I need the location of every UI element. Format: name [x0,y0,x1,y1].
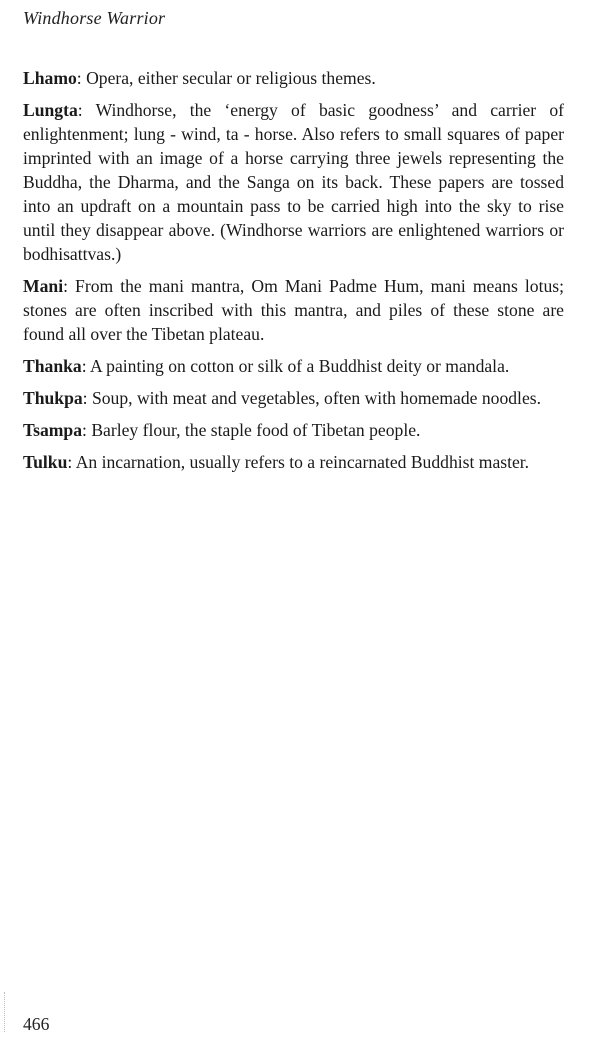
glossary-entry-thukpa: Thukpa: Soup, with meat and vegetables, often with homemade noodles. [23,388,541,408]
glossary-definition: Soup, with meat and vegetables, often with homemade noodles. [91,388,541,408]
glossary-entry-thanka: Thanka: A painting on cotton or silk of a Buddhist deity or mandala. [23,356,510,376]
glossary-definition: An incarnation, usually refers to a reincarnated Buddhist master. [75,452,530,472]
scan-edge-marks [4,992,7,1032]
page-number: 466 [23,1014,50,1034]
glossary-entry-tsampa: Tsampa: Barley flour, the staple food of Tibetan people. [23,420,421,440]
running-title: Windhorse Warrior [23,8,166,28]
glossary-entry-lungta: Lungta: Windhorse, the ‘energy of basic goodness’ and carrier of enlightenment; lung - wind, ta - horse. Also refers to small squares of paper imprinted with an image of a horse carrying three jewels representing the Buddha, the Dharma, and the Sanga on its back. These papers are tossed into an updraft on a mountain pass to be carried high into the sky to rise until they disappear above. (Windhorse warriors are enlightened warriors or bodhisattvas.) [23,100,565,264]
glossary-definition: Windhorse, the ‘energy of basic goodness’ and carrier of enlightenment; lung - wind, ta - horse. Also refers to small squares of paper imprinted with an image of a horse carrying three jewels representing the Buddha, the Dharma, and the Sanga on its back. These papers are tossed into an updraft on a mountain pass to be carried high into the sky to rise until they disappear above. (Windhorse warriors are enlightened warriors or bodhisattvas.) [23,100,565,264]
glossary-term: Tsampa [23,420,83,440]
glossary-term: Mani [23,276,64,296]
glossary-term: Tulku [23,452,68,472]
glossary-definition: From the mani mantra, Om Mani Padme Hum, mani means lotus; stones are often inscribed with this mantra, and piles of these stone are found all over the Tibetan plateau. [23,276,564,344]
glossary-entry-mani: Mani: From the mani mantra, Om Mani Padme Hum, mani means lotus; stones are often inscribed with this mantra, and piles of these stone are found all over the Tibetan plateau. [23,276,564,344]
glossary-entry-lhamo: Lhamo: Opera, either secular or religious themes. [23,68,376,88]
glossary-definition: Opera, either secular or religious themes. [86,68,376,88]
glossary-list [23,66,564,482]
glossary-entry-tulku: Tulku: An incarnation, usually refers to a reincarnated Buddhist master. [23,452,530,472]
glossary-term: Lhamo [23,68,77,88]
glossary-definition: A painting on cotton or silk of a Buddhist deity or mandala. [90,356,510,376]
glossary-definition: Barley flour, the staple food of Tibetan people. [91,420,421,440]
glossary-term: Thanka [23,356,82,376]
glossary-term: Lungta [23,100,78,120]
glossary-term: Thukpa [23,388,83,408]
